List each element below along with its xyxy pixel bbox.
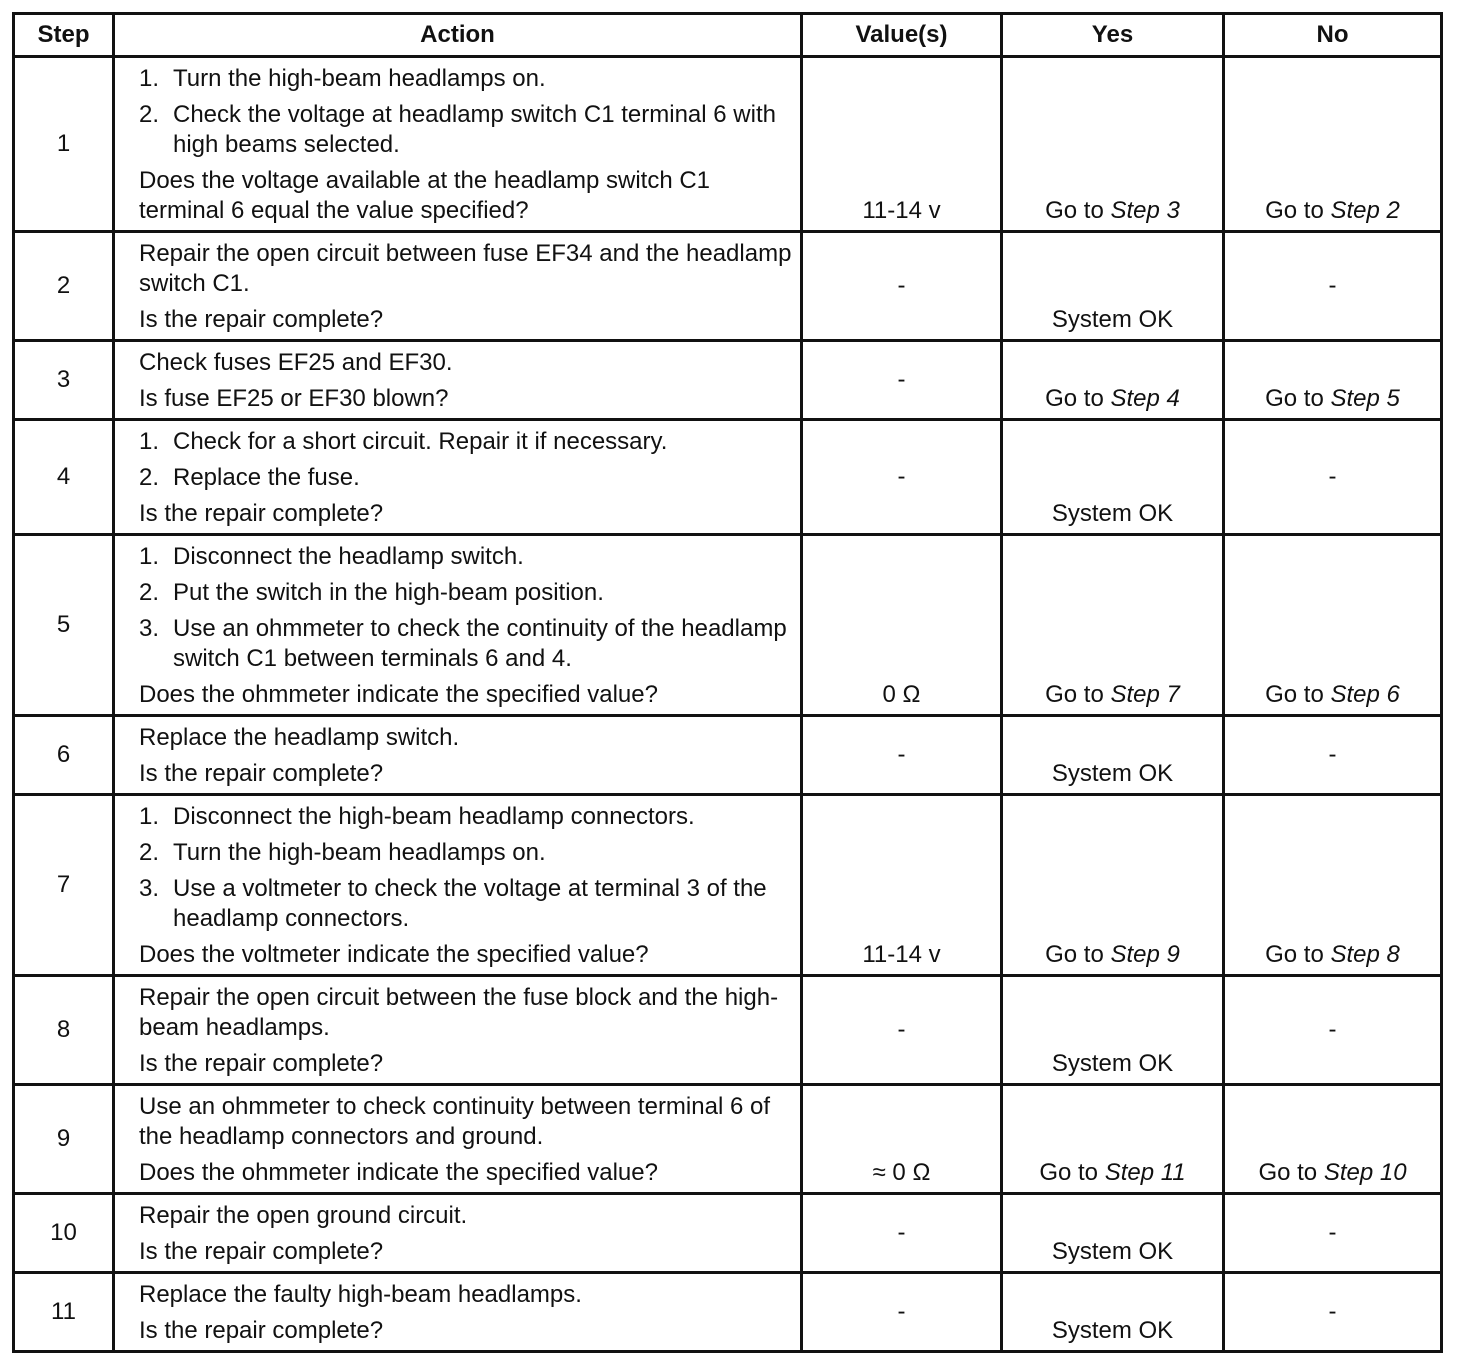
action-text: Repair the open circuit between fuse EF34 and the headlamp switch C1. <box>139 240 792 297</box>
header-row <box>14 14 1442 57</box>
list-number: 1. <box>139 803 160 830</box>
goto-prefix: Go to <box>1265 941 1324 968</box>
yes-cell <box>1002 1085 1224 1194</box>
dash-value: - <box>1328 1016 1337 1043</box>
no-cell <box>1224 420 1442 535</box>
action-text: Use an ohmmeter to check continuity between terminal 6 of the headlamp connectors and ground. <box>139 1093 770 1150</box>
action-list-item <box>139 427 792 457</box>
step-number: 2 <box>14 232 114 341</box>
action-cell <box>114 716 802 795</box>
list-text: Turn the high-beam headlamps on. <box>173 65 546 92</box>
dash-value: - <box>1328 741 1337 768</box>
step-number: 3 <box>14 341 114 420</box>
yes-cell <box>1002 420 1224 535</box>
table-row <box>14 535 1442 716</box>
action-question: Is the repair complete? <box>139 306 384 333</box>
step-link: Step 5 <box>1330 385 1400 412</box>
header-step: Step <box>14 14 114 57</box>
action-text: Repair the open ground circuit. <box>139 1202 468 1229</box>
table-row <box>14 716 1442 795</box>
goto-prefix: Go to <box>1265 681 1324 708</box>
table-row <box>14 976 1442 1085</box>
step-number: 4 <box>14 420 114 535</box>
goto-prefix: Go to <box>1045 681 1104 708</box>
no-cell <box>1224 1085 1442 1194</box>
yes-cell <box>1002 232 1224 341</box>
action-list-item <box>139 100 792 160</box>
goto-prefix: Go to <box>1045 197 1104 224</box>
step-number: 10 <box>14 1194 114 1273</box>
yes-cell <box>1002 341 1224 420</box>
step-link: Step 4 <box>1110 385 1180 412</box>
dash-value: - <box>1328 1298 1337 1325</box>
action-cell <box>114 1194 802 1273</box>
step-link: Step 2 <box>1330 197 1400 224</box>
result-text: System OK <box>1051 1050 1174 1077</box>
table-row <box>14 1273 1442 1352</box>
action-cell <box>114 1273 802 1352</box>
step-number: 6 <box>14 716 114 795</box>
table-row <box>14 232 1442 341</box>
yes-cell <box>1002 795 1224 976</box>
list-text: Put the switch in the high-beam position. <box>173 579 604 606</box>
goto-prefix: Go to <box>1265 385 1324 412</box>
header-action: Action <box>114 14 802 57</box>
action-list-item <box>139 64 792 94</box>
action-list-item <box>139 542 792 572</box>
action-list-item <box>139 463 792 493</box>
goto-prefix: Go to <box>1045 385 1104 412</box>
header-yes: Yes <box>1002 14 1224 57</box>
action-list-item <box>139 802 792 832</box>
list-number: 1. <box>139 428 160 455</box>
no-cell <box>1224 1194 1442 1273</box>
action-text: Check fuses EF25 and EF30. <box>139 349 453 376</box>
table-row <box>14 1194 1442 1273</box>
value-cell: - <box>802 1273 1002 1352</box>
list-text: Disconnect the high-beam headlamp connectors. <box>173 803 695 830</box>
value-cell: - <box>802 420 1002 535</box>
action-list-item <box>139 838 792 868</box>
yes-cell <box>1002 57 1224 232</box>
action-list-item <box>139 874 792 934</box>
goto-prefix: Go to <box>1045 941 1104 968</box>
step-number: 5 <box>14 535 114 716</box>
action-question: Does the voltage available at the headlamp switch C1 terminal 6 equal the value specified? <box>139 167 711 224</box>
list-number: 2. <box>139 839 160 866</box>
goto-prefix: Go to <box>1265 197 1324 224</box>
table-row <box>14 420 1442 535</box>
value-cell: - <box>802 341 1002 420</box>
dash-value: - <box>1328 463 1337 490</box>
list-text: Replace the fuse. <box>173 464 360 491</box>
value-cell: - <box>802 716 1002 795</box>
table-row <box>14 341 1442 420</box>
table-row <box>14 795 1442 976</box>
action-question: Is the repair complete? <box>139 500 384 527</box>
action-list-item <box>139 614 792 674</box>
yes-cell <box>1002 976 1224 1085</box>
value-cell: 11-14 v <box>802 57 1002 232</box>
action-question: Is the repair complete? <box>139 1238 384 1265</box>
value-cell: 11-14 v <box>802 795 1002 976</box>
table-row <box>14 57 1442 232</box>
header-no: No <box>1224 14 1442 57</box>
list-number: 1. <box>139 65 160 92</box>
step-link: Step 8 <box>1330 941 1400 968</box>
action-list-item <box>139 578 792 608</box>
step-number: 7 <box>14 795 114 976</box>
step-link: Step 6 <box>1330 681 1400 708</box>
yes-cell <box>1002 716 1224 795</box>
result-text: System OK <box>1051 1317 1174 1344</box>
action-question: Is the repair complete? <box>139 1050 384 1077</box>
list-number: 2. <box>139 464 160 491</box>
result-text: System OK <box>1051 760 1174 787</box>
list-number: 3. <box>139 875 160 902</box>
no-cell <box>1224 232 1442 341</box>
step-link: Step 10 <box>1323 1159 1407 1186</box>
action-question: Is the repair complete? <box>139 760 384 787</box>
value-cell: 0 Ω <box>802 535 1002 716</box>
action-cell <box>114 535 802 716</box>
action-cell <box>114 1085 802 1194</box>
step-number: 1 <box>14 57 114 232</box>
no-cell <box>1224 341 1442 420</box>
no-cell <box>1224 795 1442 976</box>
value-cell: - <box>802 1194 1002 1273</box>
list-text: Disconnect the headlamp switch. <box>173 543 524 570</box>
action-text: Repair the open circuit between the fuse block and the high-beam headlamps. <box>139 984 779 1041</box>
list-text: Use a voltmeter to check the voltage at terminal 3 of the headlamp connectors. <box>173 875 767 932</box>
step-link: Step 3 <box>1110 197 1180 224</box>
value-cell: - <box>802 232 1002 341</box>
action-question: Does the ohmmeter indicate the specified value? <box>139 1159 658 1186</box>
step-number: 8 <box>14 976 114 1085</box>
action-text: Replace the headlamp switch. <box>139 724 460 751</box>
action-cell <box>114 57 802 232</box>
action-text: Replace the faulty high-beam headlamps. <box>139 1281 582 1308</box>
no-cell <box>1224 57 1442 232</box>
list-number: 2. <box>139 579 160 606</box>
list-number: 3. <box>139 615 160 642</box>
value-cell: ≈ 0 Ω <box>802 1085 1002 1194</box>
no-cell <box>1224 1273 1442 1352</box>
no-cell <box>1224 976 1442 1085</box>
yes-cell <box>1002 535 1224 716</box>
step-number: 11 <box>14 1273 114 1352</box>
dash-value: - <box>1328 272 1337 299</box>
step-link: Step 11 <box>1104 1159 1186 1186</box>
goto-prefix: Go to <box>1039 1159 1099 1186</box>
no-cell <box>1224 716 1442 795</box>
action-cell <box>114 795 802 976</box>
action-question: Does the ohmmeter indicate the specified value? <box>139 681 658 708</box>
yes-cell <box>1002 1194 1224 1273</box>
dash-value: - <box>1328 1219 1337 1246</box>
list-text: Turn the high-beam headlamps on. <box>173 839 546 866</box>
result-text: System OK <box>1051 306 1174 333</box>
result-text: System OK <box>1051 1238 1174 1265</box>
header-values: Value(s) <box>802 14 1002 57</box>
action-cell <box>114 232 802 341</box>
action-question: Is the repair complete? <box>139 1317 384 1344</box>
step-number: 9 <box>14 1085 114 1194</box>
action-question: Does the voltmeter indicate the specified value? <box>139 941 649 968</box>
list-text: Use an ohmmeter to check the continuity of the headlamp switch C1 between terminals 6 and 4. <box>173 615 787 672</box>
value-cell: - <box>802 976 1002 1085</box>
goto-prefix: Go to <box>1258 1159 1318 1186</box>
table-row <box>14 1085 1442 1194</box>
action-cell <box>114 341 802 420</box>
action-question: Is fuse EF25 or EF30 blown? <box>139 385 449 412</box>
result-text: System OK <box>1051 500 1174 527</box>
action-cell <box>114 976 802 1085</box>
diagnostic-table <box>12 12 1443 1353</box>
step-link: Step 9 <box>1110 941 1180 968</box>
no-cell <box>1224 535 1442 716</box>
list-text: Check the voltage at headlamp switch C1 terminal 6 with high beams selected. <box>173 101 776 158</box>
action-cell <box>114 420 802 535</box>
step-link: Step 7 <box>1110 681 1180 708</box>
list-number: 2. <box>139 101 160 128</box>
list-text: Check for a short circuit. Repair it if necessary. <box>173 428 668 455</box>
yes-cell <box>1002 1273 1224 1352</box>
list-number: 1. <box>139 543 160 570</box>
